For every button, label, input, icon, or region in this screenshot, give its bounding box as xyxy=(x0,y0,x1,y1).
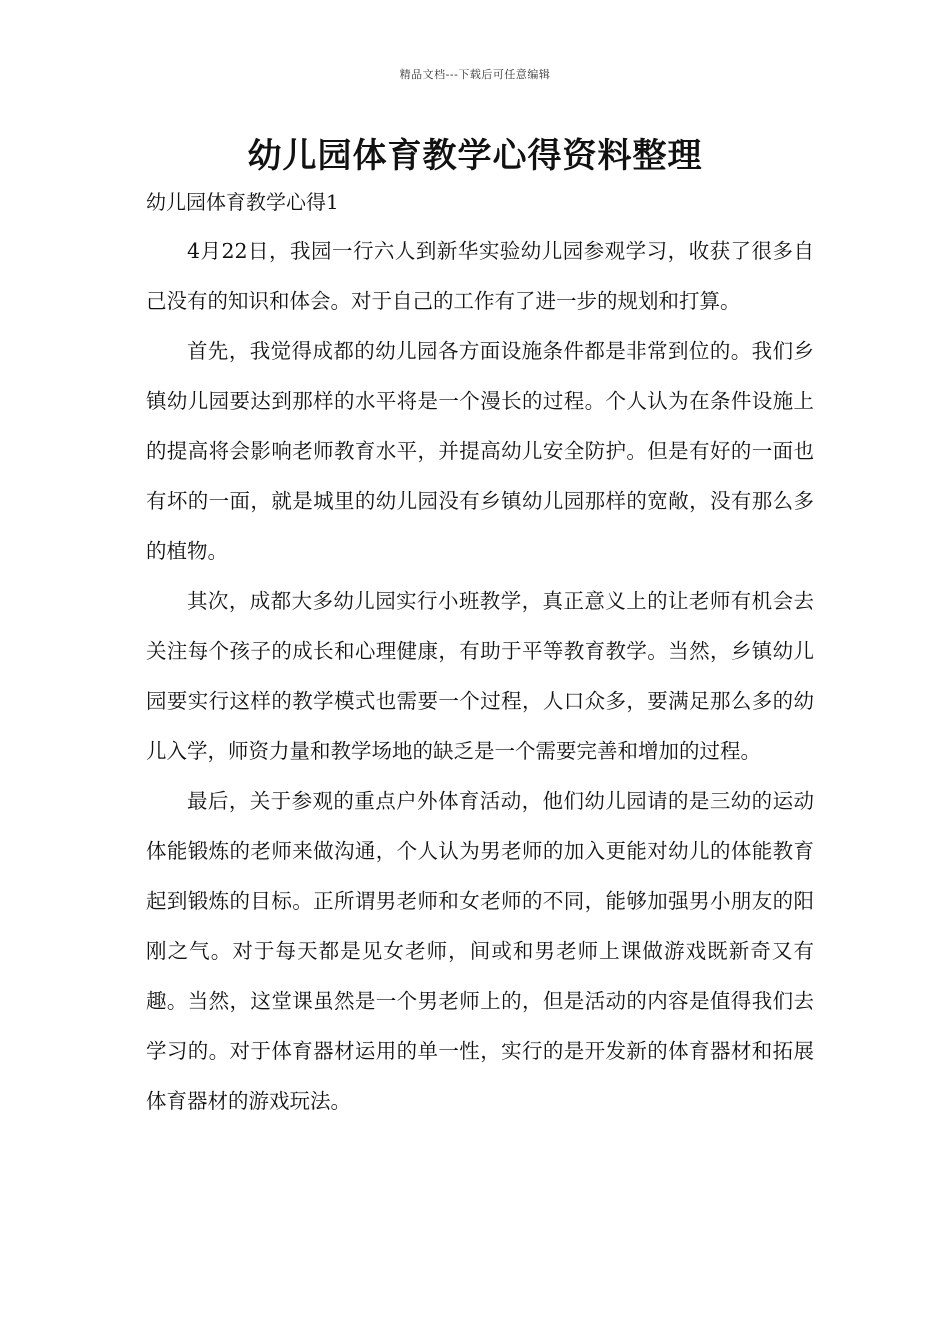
paragraph-2: 首先，我觉得成都的幼儿园各方面设施条件都是非常到位的。我们乡镇幼儿园要达到那样的水平将是一个漫长的过程。个人认为在条件设施上的提高将会影响老师教育水平，并提高幼儿安全防护。但是有好的一面也有坏的一面，就是城里的幼儿园没有乡镇幼儿园那样的宽敞，没有那么多的植物。 xyxy=(146,339,814,563)
document-body xyxy=(146,226,814,1126)
document-title: 幼儿园体育教学心得资料整理 xyxy=(247,136,703,176)
header-note: 精品文档---下载后可任意编辑 xyxy=(399,68,551,81)
paragraph-3: 其次，成都大多幼儿园实行小班教学，真正意义上的让老师有机会去关注每个孩子的成长和心理健康，有助于平等教育教学。当然，乡镇幼儿园要实行这样的教学模式也需要一个过程，人口众多，要满足那么多的幼儿入学，师资力量和教学场地的缺乏是一个需要完善和增加的过程。 xyxy=(146,589,814,763)
paragraph-1: 4月22日，我园一行六人到新华实验幼儿园参观学习，收获了很多自己没有的知识和体会。对于自己的工作有了进一步的规划和打算。 xyxy=(146,239,814,313)
paragraph-4: 最后，关于参观的重点户外体育活动，他们幼儿园请的是三幼的运动体能锻炼的老师来做沟通，个人认为男老师的加入更能对幼儿的体能教育起到锻炼的目标。正所谓男老师和女老师的不同，能够加强男小朋友的阳刚之气。对于每天都是见女老师，间或和男老师上课做游戏既新奇又有趣。当然，这堂课虽然是一个男老师上的，但是活动的内容是值得我们去学习的。对于体育器材运用的单一性，实行的是开发新的体育器材和拓展体育器材的游戏玩法。 xyxy=(146,789,814,1113)
section-subtitle: 幼儿园体育教学心得1 xyxy=(146,190,339,214)
